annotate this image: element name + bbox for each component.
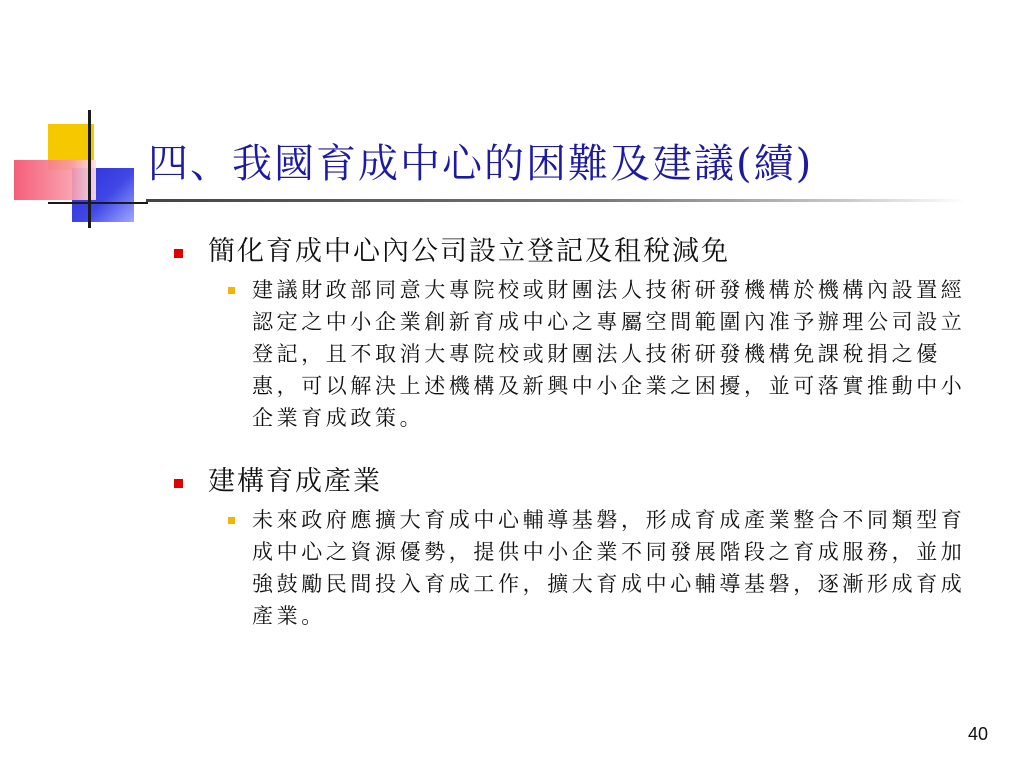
section-body-1 — [228, 274, 972, 434]
page-number: 40 — [968, 724, 989, 744]
decor-short-line — [48, 202, 148, 204]
section-heading-text: 建構育成產業 — [208, 466, 382, 497]
decor-vertical-line — [88, 110, 91, 228]
title-underline — [146, 199, 966, 202]
section-body-2 — [228, 504, 972, 632]
section-heading-1 — [172, 230, 972, 274]
square-bullet-icon — [174, 249, 183, 258]
square-bullet-icon — [174, 479, 183, 488]
slide-content — [172, 230, 972, 632]
section-body-text: 建議財政部同意大專院校或財團法人技術研發機構於機構內設置經認定之中小企業創新育成中心之專屬空間範圍內准予辦理公司設立登記，且不取消大專院校或財團法人技術研發機構免課稅捐之優惠，可以解決上述機構及新興中小企業之困擾，並可落實推動中小企業育成政策。 — [252, 278, 966, 430]
small-square-bullet-icon — [228, 517, 235, 524]
section-body-text: 未來政府應擴大育成中心輔導基磐，形成育成產業整合不同類型育成中心之資源優勢，提供中小企業不同發展階段之育成服務，並加強鼓勵民間投入育成工作，擴大育成中心輔導基磐，逐漸形成育成產業。 — [252, 508, 966, 628]
section-heading-2 — [172, 460, 972, 504]
decor-red-bar — [14, 160, 96, 200]
small-square-bullet-icon — [228, 287, 235, 294]
slide-title: 四、我國育成中心的困難及建議(續) — [148, 141, 814, 187]
section-heading-text: 簡化育成中心內公司設立登記及租稅減免 — [208, 236, 730, 267]
